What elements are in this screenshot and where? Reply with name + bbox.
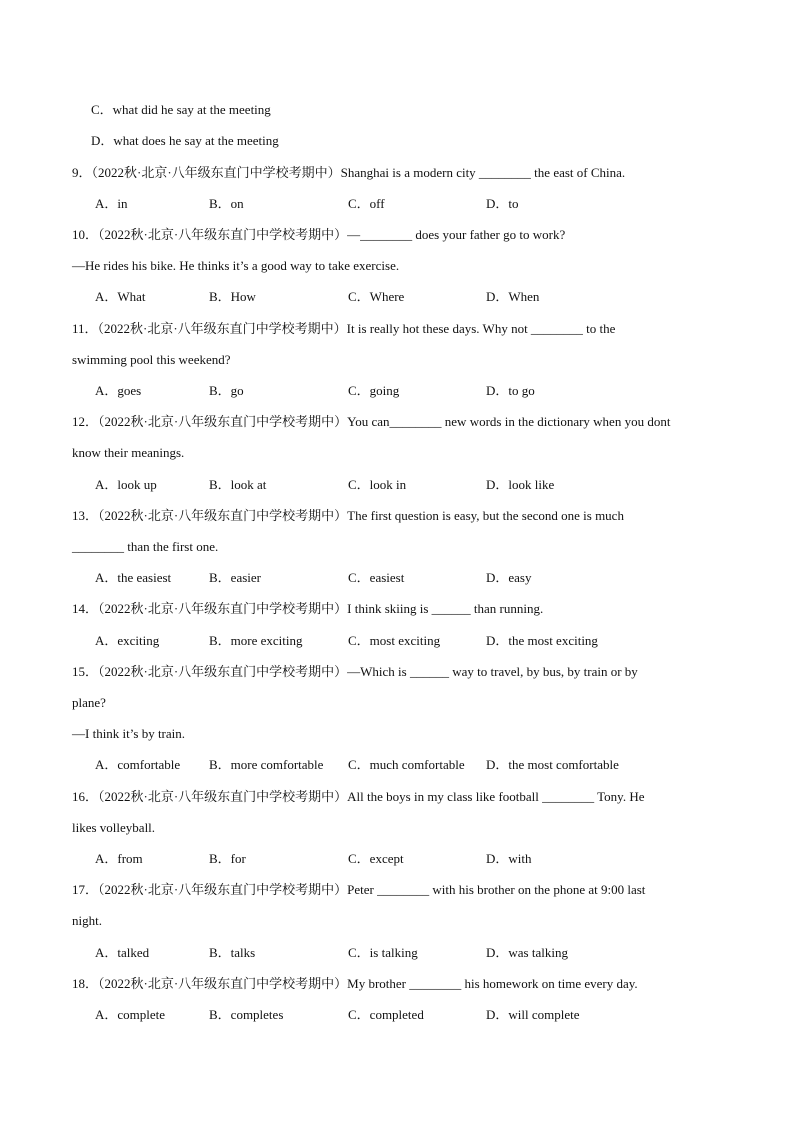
answer-option: A．complete xyxy=(95,1007,166,1022)
question-stem: 18．（2022秋·北京·八年级东直门中学校考期中）My brother ________ his homework on time every day. xyxy=(72,976,638,991)
question-stem: 12．（2022秋·北京·八年级东直门中学校考期中）You can________ new words in the dictionary when you dont xyxy=(72,414,671,429)
answer-option: A．goes xyxy=(95,383,142,398)
answer-option: A．in xyxy=(95,196,128,211)
question-stem-continued: night. xyxy=(72,913,102,928)
answer-option: D．to go xyxy=(486,383,535,398)
answer-option: B．look at xyxy=(209,477,267,492)
answer-option: B．completes xyxy=(209,1007,284,1022)
answer-option: B．How xyxy=(209,289,256,304)
answer-option: C．going xyxy=(348,383,400,398)
question-stem-continued: likes volleyball. xyxy=(72,820,156,835)
answer-option: C．look in xyxy=(348,477,407,492)
question-stem: 15．（2022秋·北京·八年级东直门中学校考期中）—Which is ______ way to travel, by bus, by train or by xyxy=(72,664,638,679)
question-stem: 16．（2022秋·北京·八年级东直门中学校考期中）All the boys in my class like football ________ Tony. He xyxy=(72,789,645,804)
question-stem-continued: swimming pool this weekend? xyxy=(72,352,231,367)
question-stem-continued: —I think it’s by train. xyxy=(72,726,186,741)
answer-option: C．off xyxy=(348,196,385,211)
question-stem: 17．（2022秋·北京·八年级东直门中学校考期中）Peter ________ with his brother on the phone at 9:00 last xyxy=(72,882,646,897)
previous-question-option: C．what did he say at the meeting xyxy=(91,102,271,117)
answer-option: B．more comfortable xyxy=(209,757,324,772)
answer-option: B．easier xyxy=(209,570,261,585)
answer-option: D．easy xyxy=(486,570,532,585)
question-stem-continued: ________ than the first one. xyxy=(72,539,219,554)
answer-option: D．was talking xyxy=(486,945,568,960)
answer-option: C．Where xyxy=(348,289,405,304)
question-stem: 9．（2022秋·北京·八年级东直门中学校考期中）Shanghai is a modern city ________ the east of China. xyxy=(72,165,626,180)
question-stem-continued: plane? xyxy=(72,695,106,710)
answer-option: C．much comfortable xyxy=(348,757,465,772)
answer-option: A．the easiest xyxy=(95,570,172,585)
answer-option: D．the most comfortable xyxy=(486,757,619,772)
previous-question-option: D．what does he say at the meeting xyxy=(91,133,279,148)
answer-option: A．from xyxy=(95,851,143,866)
answer-option: C．completed xyxy=(348,1007,424,1022)
answer-option: D．When xyxy=(486,289,540,304)
question-stem: 10．（2022秋·北京·八年级东直门中学校考期中）—________ does your father go to work? xyxy=(72,227,566,242)
answer-option: B．for xyxy=(209,851,246,866)
question-stem: 13．（2022秋·北京·八年级东直门中学校考期中）The first question is easy, but the second one is much xyxy=(72,508,624,523)
answer-option: D．to xyxy=(486,196,519,211)
answer-option: C．most exciting xyxy=(348,633,441,648)
answer-option: B．more exciting xyxy=(209,633,303,648)
answer-option: B．talks xyxy=(209,945,256,960)
question-stem-continued: —He rides his bike. He thinks it’s a good way to take exercise. xyxy=(72,258,400,273)
answer-option: D．look like xyxy=(486,477,555,492)
answer-option: B．go xyxy=(209,383,244,398)
question-stem-continued: know their meanings. xyxy=(72,445,185,460)
question-stem: 14．（2022秋·北京·八年级东直门中学校考期中）I think skiing is ______ than running. xyxy=(72,601,544,616)
answer-option: C．is talking xyxy=(348,945,418,960)
answer-option: A．exciting xyxy=(95,633,160,648)
question-stem: 11．（2022秋·北京·八年级东直门中学校考期中）It is really hot these days. Why not ________ to the xyxy=(72,321,616,336)
answer-option: C．easiest xyxy=(348,570,405,585)
answer-option: C．except xyxy=(348,851,404,866)
answer-option: A．look up xyxy=(95,477,157,492)
answer-option: A．talked xyxy=(95,945,150,960)
answer-option: D．the most exciting xyxy=(486,633,598,648)
answer-option: B．on xyxy=(209,196,244,211)
answer-option: D．will complete xyxy=(486,1007,580,1022)
answer-option: D．with xyxy=(486,851,532,866)
answer-option: A．What xyxy=(95,289,146,304)
answer-option: A．comfortable xyxy=(95,757,181,772)
